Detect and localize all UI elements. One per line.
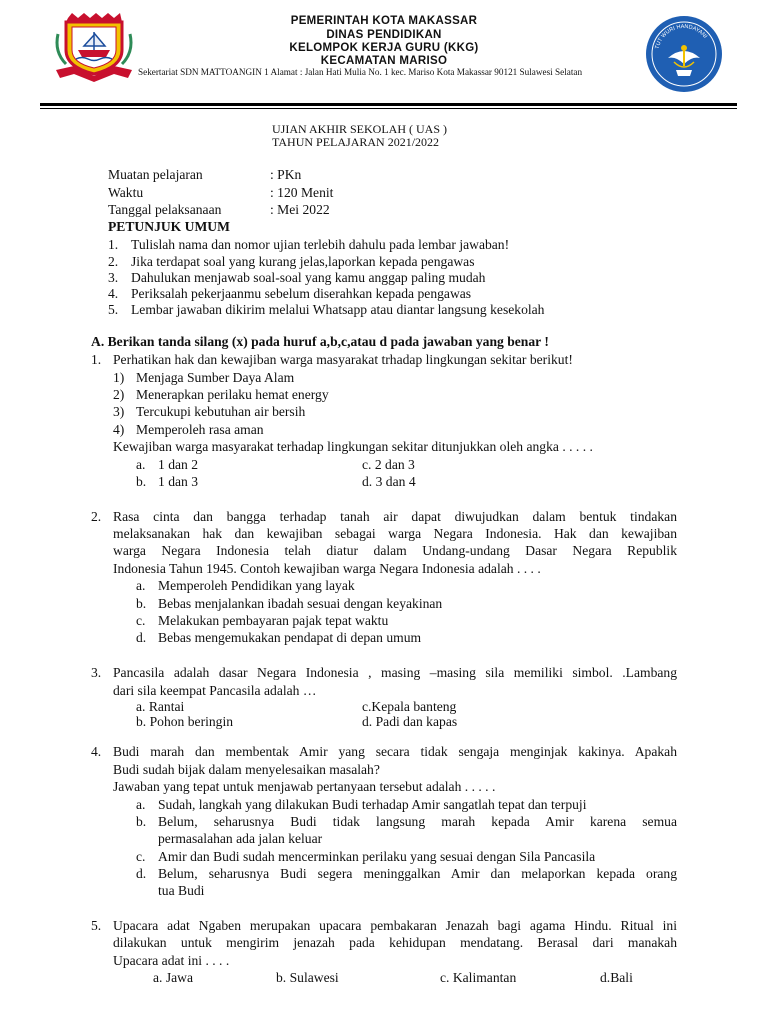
q4-option-c-label: c. <box>136 849 146 864</box>
q1-item-num-4: 4) <box>113 422 125 437</box>
q1-item-1: Menjaga Sumber Daya Alam <box>136 370 295 385</box>
q5-line-1: Upacara adat Ngaben merupakan upacara pembakaran Jenazah bagi agama Hindu. Ritual ini <box>113 918 677 933</box>
q4-option-b-line-2: permasalahan ada jalan keluar <box>158 831 323 846</box>
tut-wuri-handayani-text: TUT WURI HANDAYANI <box>654 23 709 50</box>
q4-option-c: Amir dan Budi sudah mencerminkan perilaku yang sesuai dengan Sila Pancasila <box>158 849 596 864</box>
q4-option-b-line-1: Belum, seharusnya Budi tidak langsung marah kepada Amir karena semua <box>158 814 677 829</box>
q1-item-num-2: 2) <box>113 387 125 402</box>
petunjuk-item-5: Lembar jawaban dikirim melalui Whatsapp atau diantar langsung kesekolah <box>131 302 545 317</box>
q2-option-b-label: b. <box>136 596 147 611</box>
info-value-muatan: : PKn <box>270 167 302 182</box>
q5-option-d: d.Bali <box>600 970 633 985</box>
q1-item-2: Menerapkan perilaku hemat energy <box>136 387 329 402</box>
petunjuk-item-3: Dahulukan menjawab soal-soal yang kamu anggap paling mudah <box>131 270 486 285</box>
q3-line-2: dari sila keempat Pancasila adalah … <box>113 683 317 698</box>
q2-option-c: Melakukan pembayaran pajak tepat waktu <box>158 613 389 628</box>
q1-item-3: Tercukupi kebutuhan air bersih <box>136 404 306 419</box>
petunjuk-item-4: Periksalah pekerjaanmu sebelum diserahkan kepada pengawas <box>131 286 472 301</box>
q1-text: Perhatikan hak dan kewajiban warga masyarakat trhadap lingkungan sekitar berikut! <box>113 352 573 367</box>
q3-option-c: c.Kepala banteng <box>362 699 457 714</box>
q5-line-2: dilakukan untuk mengirim jenazah pada kehidupan mendatang. Berasal dari manakah <box>113 935 677 950</box>
header-line-kkg: KELOMPOK KERJA GURU (KKG) <box>289 42 479 54</box>
q5-line-3: Upacara adat ini . . . . <box>113 953 230 968</box>
header-line-dinas: DINAS PENDIDIKAN <box>326 29 442 41</box>
petunjuk-item-2: Jika terdapat soal yang kurang jelas,laporkan kepada pengawas <box>131 254 475 269</box>
info-value-waktu: : 120 Menit <box>270 185 334 200</box>
info-label-muatan: Muatan pelajaran <box>108 167 203 182</box>
q1-item-4: Memperoleh rasa aman <box>136 422 264 437</box>
info-label-waktu: Waktu <box>108 185 144 200</box>
q2-line-4: Indonesia Tahun 1945. Contoh kewajiban warga Negara Indonesia adalah . . . . <box>113 561 541 576</box>
q4-option-d-line-2: tua Budi <box>158 883 205 898</box>
header-line-pemerintah: PEMERINTAH KOTA MAKASSAR <box>290 15 478 27</box>
q4-line-3: Jawaban yang tepat untuk menjawab pertanyaan tersebut adalah . . . . . <box>113 779 496 794</box>
q2-option-a: Memperoleh Pendidikan yang layak <box>158 578 355 593</box>
q5-option-a: a. Jawa <box>153 970 194 985</box>
petunjuk-num-5: 5. <box>108 302 119 317</box>
header-divider-thin <box>40 108 737 109</box>
q3-number: 3. <box>91 665 102 680</box>
petunjuk-num-1: 1. <box>108 237 119 252</box>
q2-option-b: Bebas menjalankan ibadah sesuai dengan keyakinan <box>158 596 443 611</box>
q3-option-b: b. Pohon beringin <box>136 714 234 729</box>
petunjuk-num-2: 2. <box>108 254 119 269</box>
petunjuk-num-3: 3. <box>108 270 119 285</box>
q4-line-2: Budi sudah bijak dalam menyelesaikan masalah? <box>113 762 380 777</box>
header-line-kecamatan: KECAMATAN MARISO <box>320 55 448 67</box>
q2-number: 2. <box>91 509 102 524</box>
q2-option-d-label: d. <box>136 630 147 645</box>
q1-item-num-3: 3) <box>113 404 125 419</box>
q3-line-1: Pancasila adalah dasar Negara Indonesia , masing –masing sila memiliki simbol. .Lambang <box>113 665 677 680</box>
q2-line-1: Rasa cinta dan bangga terhadap tanah air dapat diwujudkan dalam bentuk tindakan <box>113 509 677 524</box>
exam-year: TAHUN PELAJARAN 2021/2022 <box>272 135 440 149</box>
section-a-instruction: A. Berikan tanda silang (x) pada huruf a,b,c,atau d pada jawaban yang benar ! <box>91 334 549 349</box>
q4-option-d-label: d. <box>136 866 147 881</box>
q1-number: 1. <box>91 352 102 367</box>
q4-option-a: Sudah, langkah yang dilakukan Budi terhadap Amir sangatlah tepat dan terpuji <box>158 797 587 812</box>
q5-option-b: b. Sulawesi <box>276 970 339 985</box>
q4-line-1: Budi marah dan membentak Amir yang secara tidak sengaja menginjak kakinya. Apakah <box>113 744 677 759</box>
q2-option-a-label: a. <box>136 578 146 593</box>
info-label-tanggal: Tanggal pelaksanaan <box>108 202 222 217</box>
q4-option-d-line-1: Belum, seharusnya Budi segera meninggalkan Amir dan melaporkan kepada orang <box>158 866 677 881</box>
q1-option-b: 1 dan 3 <box>158 474 199 489</box>
q1-question: Kewajiban warga masyarakat terhadap lingkungan sekitar ditunjukkan oleh angka . . . . . <box>113 439 593 454</box>
q2-option-d: Bebas mengemukakan pendapat di depan umum <box>158 630 422 645</box>
q1-option-d: d. 3 dan 4 <box>362 474 416 489</box>
q1-option-a: 1 dan 2 <box>158 457 199 472</box>
q3-option-d: d. Padi dan kapas <box>362 714 458 729</box>
q4-number: 4. <box>91 744 102 759</box>
q1-option-c: c. 2 dan 3 <box>362 457 415 472</box>
q3-option-a: a. Rantai <box>136 699 185 714</box>
header-divider-thick <box>40 103 737 106</box>
exam-title: UJIAN AKHIR SEKOLAH ( UAS ) <box>272 122 447 136</box>
info-value-tanggal: : Mei 2022 <box>270 202 330 217</box>
q5-option-c: c. Kalimantan <box>440 970 517 985</box>
q4-option-a-label: a. <box>136 797 146 812</box>
q1-option-b-label: b. <box>136 474 147 489</box>
q2-option-c-label: c. <box>136 613 146 628</box>
q1-item-num-1: 1) <box>113 370 125 385</box>
q1-option-a-label: a. <box>136 457 146 472</box>
petunjuk-title: PETUNJUK UMUM <box>108 219 230 234</box>
q4-option-b-label: b. <box>136 814 147 829</box>
q5-number: 5. <box>91 918 102 933</box>
sekretariat-address: Sekertariat SDN MATTOANGIN 1 Alamat : Jalan Hati Mulia No. 1 kec. Mariso Kota Makassar 90121 Sulawesi Selatan <box>138 67 583 77</box>
q2-line-3: warga Negara Indonesia telah diatur dalam Undang-undang Dasar Negara Republik <box>113 543 677 558</box>
q2-line-2: melaksanakan hak dan kewajiban sebagai warga Negara Indonesia. Hak dan kewajiban <box>113 526 677 541</box>
petunjuk-item-1: Tulislah nama dan nomor ujian terlebih dahulu pada lembar jawaban! <box>131 237 510 252</box>
petunjuk-num-4: 4. <box>108 286 119 301</box>
